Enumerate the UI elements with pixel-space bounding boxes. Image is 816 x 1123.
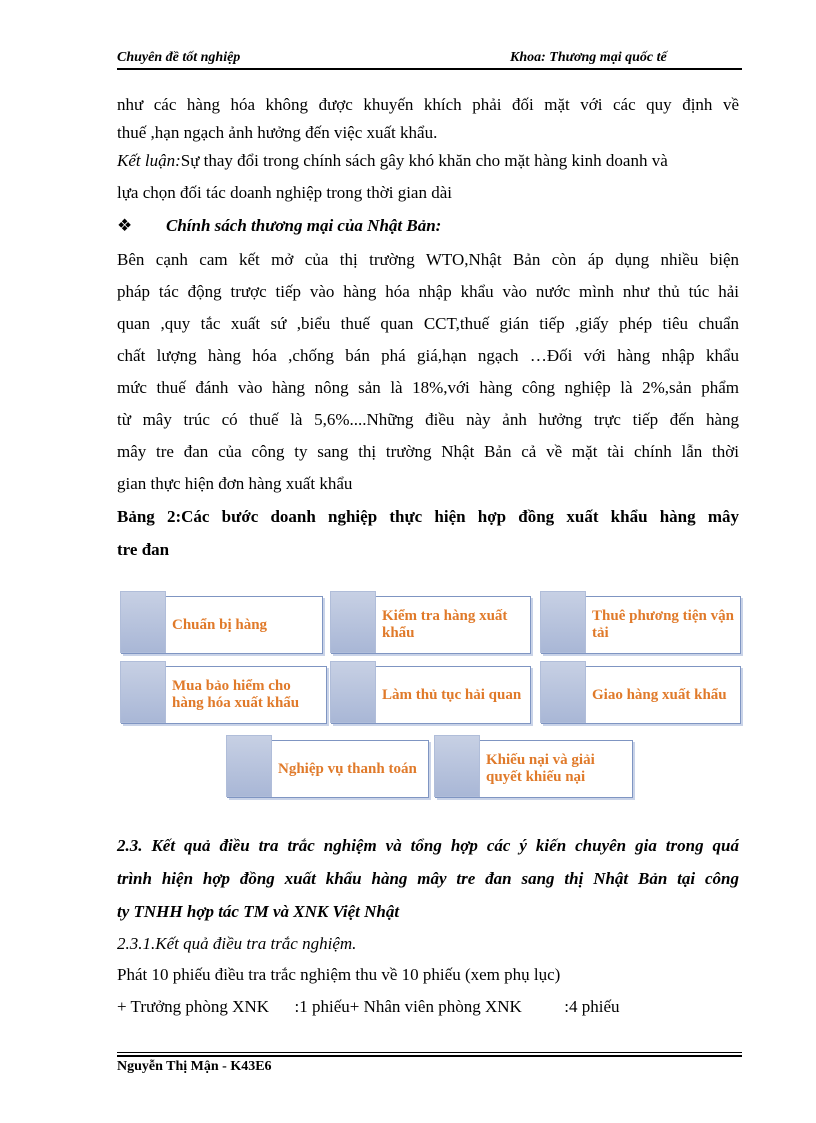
step-label: Mua bảo hiểm cho hàng hóa xuất khẩu [172, 678, 300, 711]
footer-author: Nguyễn Thị Mận - K43E6 [117, 1059, 272, 1074]
section-line2: trình hiện hợp đồng xuất khẩu hàng mây tre đan sang thị Nhật Bản tại công [117, 869, 739, 888]
step-prepare-goods [121, 596, 323, 654]
table-caption-line2: tre đan [117, 540, 170, 559]
step-label: Làm thủ tục hải quan [382, 686, 522, 703]
header-right: Khoa: Thương mại quốc tế [510, 50, 667, 65]
para2-line6: từ mây trúc có thuế là 5,6%....Những điều này ảnh hưởng trực tiếp đến hàng [117, 410, 739, 429]
footer-rule-top [117, 1052, 742, 1053]
conclusion-text: Sự thay đổi trong chính sách gây khó khăn cho mặt hàng kinh doanh và [180, 151, 668, 170]
step-payment [227, 740, 429, 798]
step-hire-transport [541, 596, 741, 654]
conclusion-label: Kết luận: [117, 151, 181, 170]
process-diagram [117, 588, 742, 803]
survey-line1: Phát 10 phiếu điều tra trắc nghiệm thu về 10 phiếu (xem phụ lục) [117, 965, 561, 984]
conclusion-line1 [117, 145, 739, 177]
subsection-title: 2.3.1.Kết quả điều tra trắc nghiệm. [117, 934, 357, 953]
table-caption-line1: Bảng 2:Các bước doanh nghiệp thực hiện hợp đồng xuất khẩu hàng mây [117, 507, 739, 526]
step-label: Khiếu nại và giải quyết khiếu nại [486, 752, 595, 785]
conclusion-line2: lựa chọn đối tác doanh nghiệp trong thời gian dài [117, 183, 452, 202]
para2-line7: mây tre đan của công ty sang thị trường Nhật Bản cả về mặt tài chính lẫn thời [117, 442, 739, 461]
step-customs [331, 666, 531, 724]
para2-line1: Bên cạnh cam kết mở của thị trường WTO,Nhật Bản còn áp dụng nhiều biện [117, 250, 739, 269]
header-left: Chuyên đề tốt nghiệp [117, 50, 241, 65]
step-label: Thuê phương tiện vận tải [592, 608, 734, 641]
para1-line2: thuế ,hạn ngạch ảnh hưởng đến việc xuất khẩu. [117, 123, 438, 142]
para2-line4: chất lượng hàng hóa ,chống bán phá giá,hạn ngạch …Đối với hàng nhập khẩu [117, 346, 739, 365]
step-claims [435, 740, 633, 798]
survey-items [117, 991, 739, 1023]
para2-line3: quan ,quy tắc xuất sứ ,biểu thuế quan CCT,thuế gián tiếp ,giấy phép tiêu chuẩn [117, 314, 739, 333]
policy-heading: Chính sách thương mại của Nhật Bản: [166, 216, 442, 235]
section-line3: ty TNHH hợp tác TM và XNK Việt Nhật [117, 902, 400, 921]
bullet-icon: ❖ [117, 216, 133, 235]
step-label: Giao hàng xuất khẩu [592, 686, 727, 703]
para2-line5: mức thuế đánh vào hàng nông sản là 18%,với hàng công nghiệp là 2%,sản phẩm [117, 378, 739, 397]
header-rule [117, 68, 742, 70]
para2-line2: pháp tác động trược tiếp vào hàng hóa nhập khẩu vào nước mình như thủ túc hải [117, 282, 739, 301]
step-label: Nghiệp vụ thanh toán [278, 760, 417, 777]
para1-line1: như các hàng hóa không được khuyến khích phải đối mặt với các quy định về [117, 95, 739, 114]
section-line1: 2.3. Kết quả điều tra trắc nghiệm và tổng hợp các ý kiến chuyên gia trong quá [117, 836, 739, 855]
step-label: Chuẩn bị hàng [172, 616, 268, 633]
step-deliver-goods [541, 666, 741, 724]
survey-item-staff: + Nhân viên phòng XNK :4 phiếu [349, 997, 620, 1016]
survey-item-head: + Trưởng phòng XNK :1 phiếu [117, 997, 350, 1016]
footer-rule-bottom [117, 1055, 742, 1057]
step-label: Kiểm tra hàng xuất khẩu [382, 608, 508, 641]
step-inspect-goods [331, 596, 531, 654]
para2-line8: gian thực hiện đơn hàng xuất khẩu [117, 474, 353, 493]
step-buy-insurance [121, 666, 327, 724]
